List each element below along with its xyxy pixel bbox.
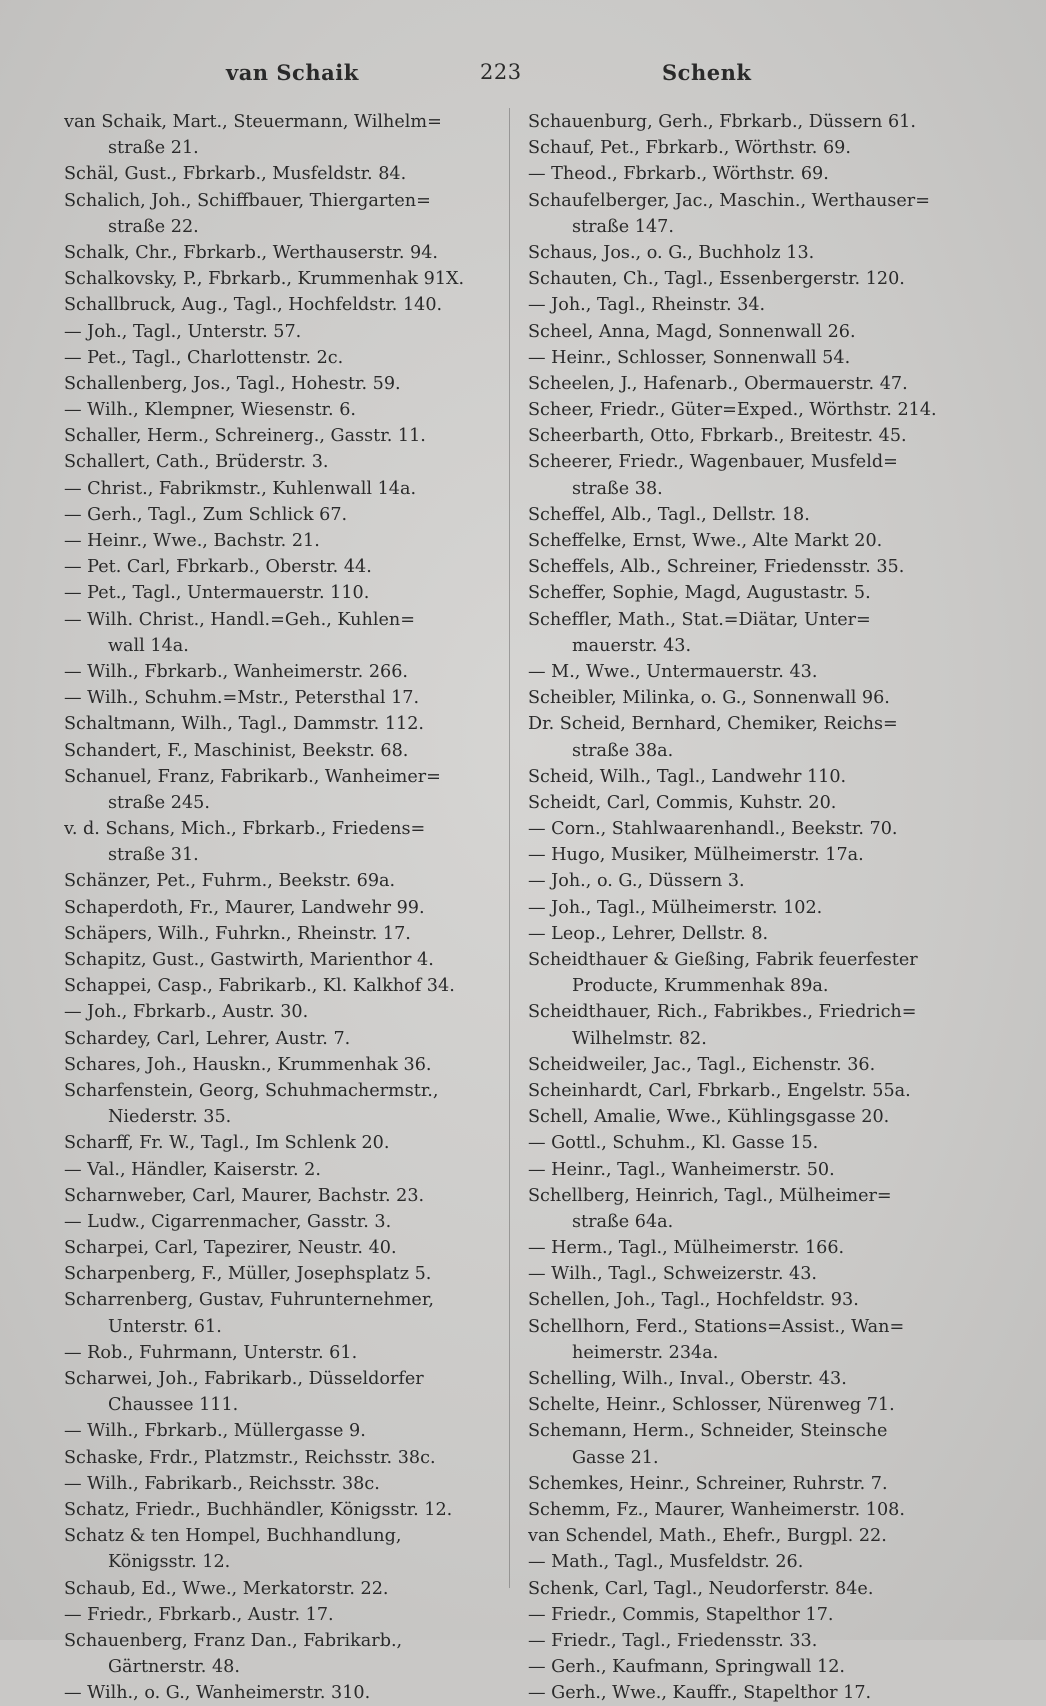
directory-entry: — Herm., Tagl., Mülheimerstr. 166. [528, 1238, 845, 1259]
directory-entry: — Christ., Fabrikmstr., Kuhlenwall 14a. [64, 478, 417, 499]
directory-entry: — Gerh., Wwe., Kauffr., Stapelthor 17. [528, 1683, 872, 1704]
directory-entry: Schelling, Wilh., Inval., Oberstr. 43. [528, 1369, 847, 1389]
directory-entry: Schäpers, Wilh., Fuhrkn., Rheinstr. 17. [64, 923, 411, 944]
directory-entry: — Theod., Fbrkarb., Wörthstr. 69. [528, 164, 829, 185]
header-left-keyword: van Schaik [226, 60, 359, 85]
directory-entry: Scharpenberg, F., Müller, Josephsplatz 5. [64, 1264, 432, 1285]
directory-entry: — Corn., Stahlwaarenhandl., Beekstr. 70. [528, 819, 898, 840]
column-divider [509, 108, 510, 1588]
directory-entry: Schauten, Ch., Tagl., Essenbergerstr. 120. [528, 269, 905, 290]
entry-continuation: straße 21. [108, 138, 199, 159]
entry-continuation: straße 38a. [572, 740, 674, 761]
directory-entry: Scheerbarth, Otto, Fbrkarb., Breitestr. 45. [528, 426, 907, 447]
directory-entry: Schatz & ten Hompel, Buchhandlung, [64, 1526, 402, 1547]
directory-entry: Scheerer, Friedr., Wagenbauer, Musfeld= [528, 452, 898, 473]
directory-entry: v. d. Schans, Mich., Fbrkarb., Friedens= [64, 819, 426, 840]
directory-entry: Scheid, Wilh., Tagl., Landwehr 110. [528, 766, 847, 787]
directory-entry: — Wilh., Tagl., Schweizerstr. 43. [528, 1264, 818, 1285]
page-number: 223 [480, 60, 522, 84]
directory-entry: — Wilh. Christ., Handl.=Geh., Kuhlen= [64, 609, 415, 630]
directory-entry: — Pet. Carl, Fbrkarb., Oberstr. 44. [64, 557, 372, 578]
directory-entry: Schelte, Heinr., Schlosser, Nürenweg 71. [528, 1395, 895, 1416]
directory-entry: Schaufelberger, Jac., Maschin., Werthauser= [528, 190, 930, 211]
directory-entry: Scheffler, Math., Stat.=Diätar, Unter= [528, 609, 871, 630]
directory-entry: Schauenburg, Gerh., Fbrkarb., Düssern 61. [528, 112, 916, 132]
entry-continuation: straße 147. [572, 216, 674, 237]
entry-continuation: Niederstr. 35. [108, 1107, 232, 1128]
directory-entry: Scheibler, Milinka, o. G., Sonnenwall 96. [528, 688, 890, 709]
directory-entry: Schallert, Cath., Brüderstr. 3. [64, 452, 329, 473]
directory-entry: Schalkovsky, P., Fbrkarb., Krummenhak 91X. [64, 269, 465, 290]
directory-entry: Scharff, Fr. W., Tagl., Im Schlenk 20. [64, 1133, 390, 1154]
entry-continuation: heimerstr. 234a. [572, 1342, 719, 1363]
directory-entry: — Ludw., Cigarrenmacher, Gasstr. 3. [64, 1211, 392, 1232]
directory-entry: Schares, Joh., Hauskn., Krummenhak 36. [64, 1054, 432, 1075]
directory-entry: — Friedr., Fbrkarb., Austr. 17. [64, 1604, 334, 1625]
directory-entry: Schauenberg, Franz Dan., Fabrikarb., [64, 1630, 403, 1651]
directory-entry: Scheffel, Alb., Tagl., Dellstr. 18. [528, 504, 810, 525]
directory-entry: Schanuel, Franz, Fabrikarb., Wanheimer= [64, 766, 441, 787]
directory-entry: — Joh., Tagl., Mülheimerstr. 102. [528, 897, 823, 918]
directory-entry: Schellhorn, Ferd., Stations=Assist., Wan= [528, 1316, 905, 1337]
directory-entry: Scharwei, Joh., Fabrikarb., Düsseldorfer [64, 1369, 424, 1389]
entry-continuation: straße 245. [108, 792, 210, 813]
entry-continuation: mauerstr. 43. [572, 635, 692, 656]
directory-entry: Schappei, Casp., Fabrikarb., Kl. Kalkhof 34. [64, 976, 455, 997]
directory-entry: Scheffels, Alb., Schreiner, Friedensstr. 35. [528, 557, 905, 578]
directory-entry: Schalk, Chr., Fbrkarb., Werthauserstr. 94. [64, 242, 439, 263]
directory-entry: — Gerh., Kaufmann, Springwall 12. [528, 1657, 845, 1678]
entry-continuation: Königsstr. 12. [108, 1552, 231, 1573]
directory-entry: Schäl, Gust., Fbrkarb., Musfeldstr. 84. [64, 164, 407, 185]
directory-entry: Schellen, Joh., Tagl., Hochfeldstr. 93. [528, 1290, 859, 1311]
entry-continuation: Gasse 21. [572, 1447, 659, 1468]
entry-continuation: straße 64a. [572, 1211, 674, 1232]
directory-entry: Schatz, Friedr., Buchhändler, Königsstr. 12. [64, 1499, 453, 1520]
directory-entry: Scharrenberg, Gustav, Fuhrunternehmer, [64, 1290, 434, 1311]
directory-entry: Schardey, Carl, Lehrer, Austr. 7. [64, 1028, 351, 1049]
directory-entry: Scheidthauer & Gießing, Fabrik feuerfester [528, 950, 918, 970]
directory-entry: Scheelen, J., Hafenarb., Obermauerstr. 47. [528, 373, 908, 394]
directory-entry: Schell, Amalie, Wwe., Kühlingsgasse 20. [528, 1107, 890, 1128]
directory-entry: Schaller, Herm., Schreinerg., Gasstr. 11. [64, 426, 426, 447]
directory-entry: Schapitz, Gust., Gastwirth, Marienthor 4. [64, 950, 434, 970]
directory-entry: — Joh., Tagl., Unterstr. 57. [64, 321, 302, 342]
directory-entry: — Heinr., Schlosser, Sonnenwall 54. [528, 347, 851, 368]
directory-entry: Schaperdoth, Fr., Maurer, Landwehr 99. [64, 897, 425, 918]
directory-entry: Scheffelke, Ernst, Wwe., Alte Markt 20. [528, 531, 883, 551]
entry-continuation: Producte, Krummenhak 89a. [572, 976, 829, 997]
directory-entry: — Val., Händler, Kaiserstr. 2. [64, 1159, 321, 1180]
directory-entry: Scheer, Friedr., Güter=Exped., Wörthstr. 214. [528, 400, 937, 421]
directory-entry: van Schaik, Mart., Steuermann, Wilhelm= [64, 112, 442, 132]
directory-entry: — Heinr., Wwe., Bachstr. 21. [64, 531, 320, 551]
directory-entry: — Joh., o. G., Düssern 3. [528, 871, 745, 892]
directory-entry: Schellberg, Heinrich, Tagl., Mülheimer= [528, 1185, 892, 1206]
header-right-keyword: Schenk [662, 60, 752, 85]
directory-entry: Schaub, Ed., Wwe., Merkatorstr. 22. [64, 1578, 389, 1599]
directory-entry: Scharpei, Carl, Tapezirer, Neustr. 40. [64, 1238, 397, 1259]
directory-entry: — Wilh., Fbrkarb., Wanheimerstr. 266. [64, 661, 408, 682]
right-column [528, 109, 980, 1706]
directory-entry: Scheinhardt, Carl, Fbrkarb., Engelstr. 55a. [528, 1080, 911, 1101]
directory-entry: — Rob., Fuhrmann, Unterstr. 61. [64, 1342, 358, 1363]
directory-entry: — Wilh., o. G., Wanheimerstr. 310. [64, 1683, 371, 1704]
directory-entry: — Friedr., Tagl., Friedensstr. 33. [528, 1630, 818, 1651]
directory-entry: Scheffer, Sophie, Magd, Augustastr. 5. [528, 583, 871, 604]
page-header [0, 60, 1046, 96]
directory-entry: — Pet., Tagl., Untermauerstr. 110. [64, 583, 370, 604]
directory-entry: — Gerh., Tagl., Zum Schlick 67. [64, 504, 348, 525]
directory-entry: Schemann, Herm., Schneider, Steinsche [528, 1421, 888, 1442]
directory-entry: Scheidthauer, Rich., Fabrikbes., Friedrich= [528, 1002, 917, 1023]
entry-continuation: Unterstr. 61. [108, 1316, 222, 1337]
entry-continuation: straße 38. [572, 478, 663, 499]
entry-continuation: straße 31. [108, 845, 199, 866]
directory-entry: Scharnweber, Carl, Maurer, Bachstr. 23. [64, 1185, 425, 1206]
directory-entry: Schandert, F., Maschinist, Beekstr. 68. [64, 740, 409, 761]
directory-entry: — Wilh., Klempner, Wiesenstr. 6. [64, 400, 356, 421]
directory-entry: Schemkes, Heinr., Schreiner, Ruhrstr. 7. [528, 1473, 888, 1494]
directory-entry: — Pet., Tagl., Charlottenstr. 2c. [64, 347, 344, 368]
directory-entry: Dr. Scheid, Bernhard, Chemiker, Reichs= [528, 714, 898, 735]
directory-entry: Schallenberg, Jos., Tagl., Hohestr. 59. [64, 373, 401, 394]
directory-entry: Schauf, Pet., Fbrkarb., Wörthstr. 69. [528, 138, 851, 159]
directory-entry: Schänzer, Pet., Fuhrm., Beekstr. 69a. [64, 871, 396, 892]
directory-entry: Schallbruck, Aug., Tagl., Hochfeldstr. 140. [64, 295, 443, 316]
directory-entry: — M., Wwe., Untermauerstr. 43. [528, 661, 818, 682]
directory-entry: — Joh., Fbrkarb., Austr. 30. [64, 1002, 309, 1023]
directory-entry: Schenk, Carl, Tagl., Neudorferstr. 84e. [528, 1578, 874, 1599]
entry-continuation: Chaussee 111. [108, 1395, 239, 1416]
directory-entry: — Joh., Tagl., Rheinstr. 34. [528, 295, 766, 316]
entry-continuation: Wilhelmstr. 82. [572, 1028, 707, 1049]
directory-entry: Schemm, Fz., Maurer, Wanheimerstr. 108. [528, 1499, 905, 1520]
directory-entry: — Hugo, Musiker, Mülheimerstr. 17a. [528, 845, 864, 866]
directory-entry: — Wilh., Fbrkarb., Müllergasse 9. [64, 1421, 366, 1442]
directory-entry: — Gottl., Schuhm., Kl. Gasse 15. [528, 1133, 819, 1154]
directory-entry: Schaske, Frdr., Platzmstr., Reichsstr. 38c. [64, 1447, 436, 1468]
directory-entry: — Wilh., Fabrikarb., Reichsstr. 38c. [64, 1473, 380, 1494]
directory-entry: — Friedr., Commis, Stapelthor 17. [528, 1604, 834, 1625]
directory-entry: Scharfenstein, Georg, Schuhmachermstr., [64, 1080, 439, 1101]
directory-entry: Schaltmann, Wilh., Tagl., Dammstr. 112. [64, 714, 425, 735]
directory-entry: — Math., Tagl., Musfeldstr. 26. [528, 1552, 804, 1573]
directory-entry: Scheidt, Carl, Commis, Kuhstr. 20. [528, 792, 837, 813]
directory-entry: van Schendel, Math., Ehefr., Burgpl. 22. [528, 1526, 887, 1547]
directory-entry: Schalich, Joh., Schiffbauer, Thiergarten= [64, 190, 431, 211]
directory-entry: Scheel, Anna, Magd, Sonnenwall 26. [528, 321, 856, 342]
left-column [64, 109, 504, 1706]
directory-entry: — Heinr., Tagl., Wanheimerstr. 50. [528, 1159, 835, 1180]
entry-continuation: wall 14a. [108, 635, 189, 656]
entry-continuation: Gärtnerstr. 48. [108, 1657, 240, 1678]
directory-entry: — Leop., Lehrer, Dellstr. 8. [528, 923, 769, 944]
directory-entry: Schaus, Jos., o. G., Buchholz 13. [528, 242, 815, 263]
entry-continuation: straße 22. [108, 216, 199, 237]
directory-entry: — Wilh., Schuhm.=Mstr., Petersthal 17. [64, 688, 420, 709]
directory-entry: Scheidweiler, Jac., Tagl., Eichenstr. 36. [528, 1054, 876, 1075]
